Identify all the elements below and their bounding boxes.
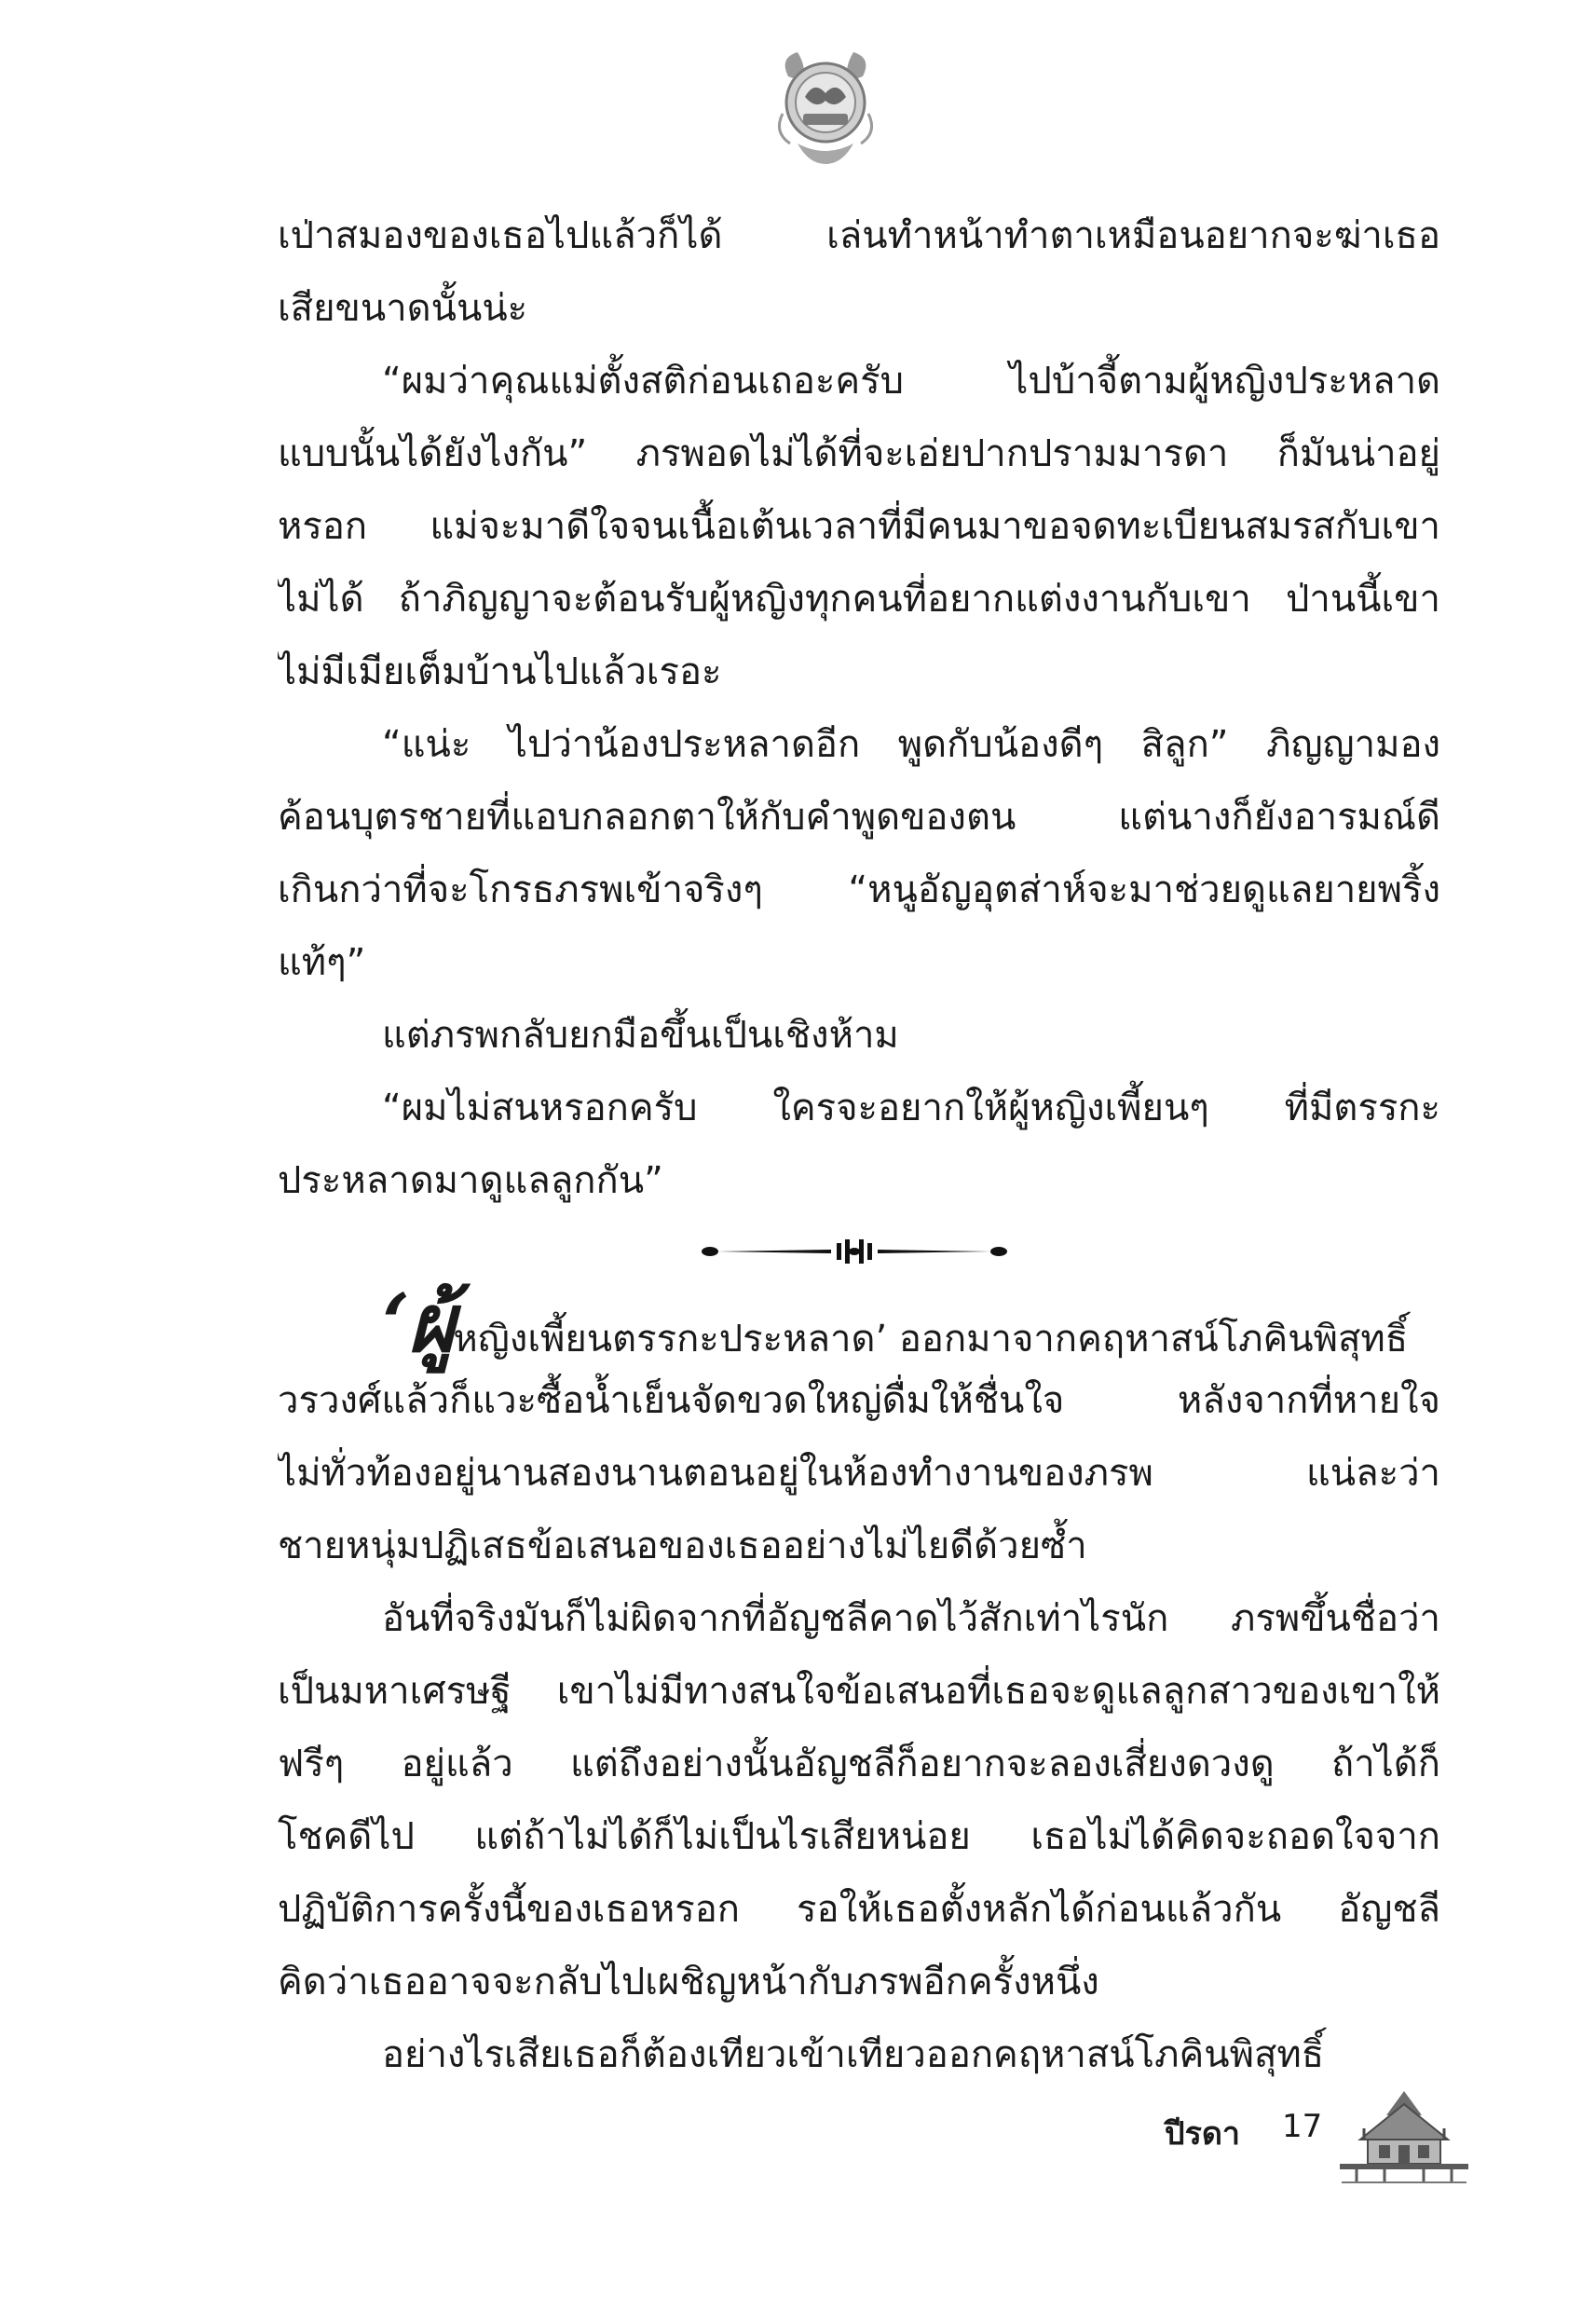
text-line: “ผมไม่สนหรอกครับ ใครจะอยากให้ผู้หญิงเพี้ยนๆ ที่มีตรรกะ: [382, 1087, 1440, 1129]
text-line: “แน่ะ ไปว่าน้องประหลาดอีก พูดกับน้องดีๆ สิลูก” ภิญญามอง: [382, 723, 1440, 766]
text-block-top: [278, 199, 1440, 1217]
text-block-section: [278, 1277, 1440, 2091]
thai-house-icon: [1338, 2087, 1470, 2184]
text-line: อันที่จริงมันก็ไม่ผิดจากที่อัญชลีคาดไว้สักเท่าไรนัก ภรพขึ้นชื่อว่า: [382, 1597, 1440, 1640]
text-line: ค้อนบุตรชายที่แอบกลอกตาให้กับคำพูดของตน แต่นางก็ยังอารมณ์ดี: [278, 796, 1440, 839]
text-line: ประหลาดมาดูแลลูกกัน”: [278, 1159, 663, 1202]
text-line: เกินกว่าที่จะโกรธภรพเข้าจริงๆ “หนูอัญอุตส่าห์จะมาช่วยดูแลยายพริ้ง: [278, 868, 1440, 911]
ornamental-divider: [701, 1228, 1008, 1275]
text-line: ไม่ได้ ถ้าภิญญาจะต้อนรับผู้หญิงทุกคนที่อยากแต่งงานกับเขา ป่านนี้เขา: [278, 578, 1440, 621]
text-line: เสียขนาดนั้นน่ะ: [278, 287, 528, 330]
text-line: แท้ๆ”: [278, 941, 366, 984]
text-line: “ผมว่าคุณแม่ตั้งสติก่อนเถอะครับ ไปบ้าจี้ตามผู้หญิงประหลาด: [382, 360, 1440, 403]
text-line: ไม่มีเมียเต็มบ้านไปแล้วเรอะ: [278, 650, 722, 693]
page-number: 17: [1282, 2108, 1323, 2145]
text-line: หรอก แม่จะมาดีใจจนเนื้อเต้นเวลาที่มีคนมาขอจดทะเบียนสมรสกับเขา: [278, 505, 1440, 548]
text-line: อย่างไรเสียเธอก็ต้องเทียวเข้าเทียวออกคฤหาสน์โภคินพิสุทธิ์: [382, 2033, 1325, 2076]
text-line-rest: หญิงเพี้ยนตรรกะประหลาด’ ออกมาจากคฤหาสน์โภคินพิสุทธิ์: [453, 1318, 1409, 1361]
text-line: แบบนั้นได้ยังไงกัน” ภรพอดไม่ได้ที่จะเอ่ยปากปรามมารดา ก็มันน่าอยู่: [278, 432, 1440, 475]
text-line: โชคดีไป แต่ถ้าไม่ได้ก็ไม่เป็นไรเสียหน่อย เธอไม่ได้คิดจะถอดใจจาก: [278, 1815, 1440, 1858]
text-line: ชายหนุ่มปฏิเสธข้อเสนอของเธออย่างไม่ไยดีด้วยซ้ำ: [278, 1525, 1087, 1567]
text-line-dropcap: [278, 1277, 1440, 1371]
text-line: แต่ภรพกลับยกมือขึ้นเป็นเชิงห้าม: [382, 1014, 899, 1057]
ornamental-seal-logo: [770, 39, 881, 170]
text-line: เป่าสมองของเธอไปแล้วก็ได้ เล่นทำหน้าทำตาเหมือนอยากจะฆ่าเธอ: [278, 214, 1440, 257]
text-line: ฟรีๆ อยู่แล้ว แต่ถึงอย่างนั้นอัญชลีก็อยากจะลองเสี่ยงดวงดู ถ้าได้ก็: [278, 1743, 1440, 1785]
drop-cap: ‘ผู้: [382, 1277, 454, 1371]
text-line: ไม่ทั่วท้องอยู่นานสองนานตอนอยู่ในห้องทำงานของภรพ แน่ละว่า: [278, 1452, 1440, 1495]
text-line: เป็นมหาเศรษฐี เขาไม่มีทางสนใจข้อเสนอที่เธอจะดูแลลูกสาวของเขาให้: [278, 1670, 1440, 1713]
text-line: ปฏิบัติการครั้งนี้ของเธอหรอก รอให้เธอตั้งหลักได้ก่อนแล้วกัน อัญชลี: [278, 1888, 1440, 1931]
footer-author: ปีรดา: [1165, 2115, 1241, 2153]
text-line: คิดว่าเธออาจจะกลับไปเผชิญหน้ากับภรพอีกครั้งหนึ่ง: [278, 1961, 1099, 2003]
text-line: วรวงศ์แล้วก็แวะซื้อน้ำเย็นจัดขวดใหญ่ดื่มให้ชื่นใจ หลังจากที่หายใจ: [278, 1379, 1440, 1422]
